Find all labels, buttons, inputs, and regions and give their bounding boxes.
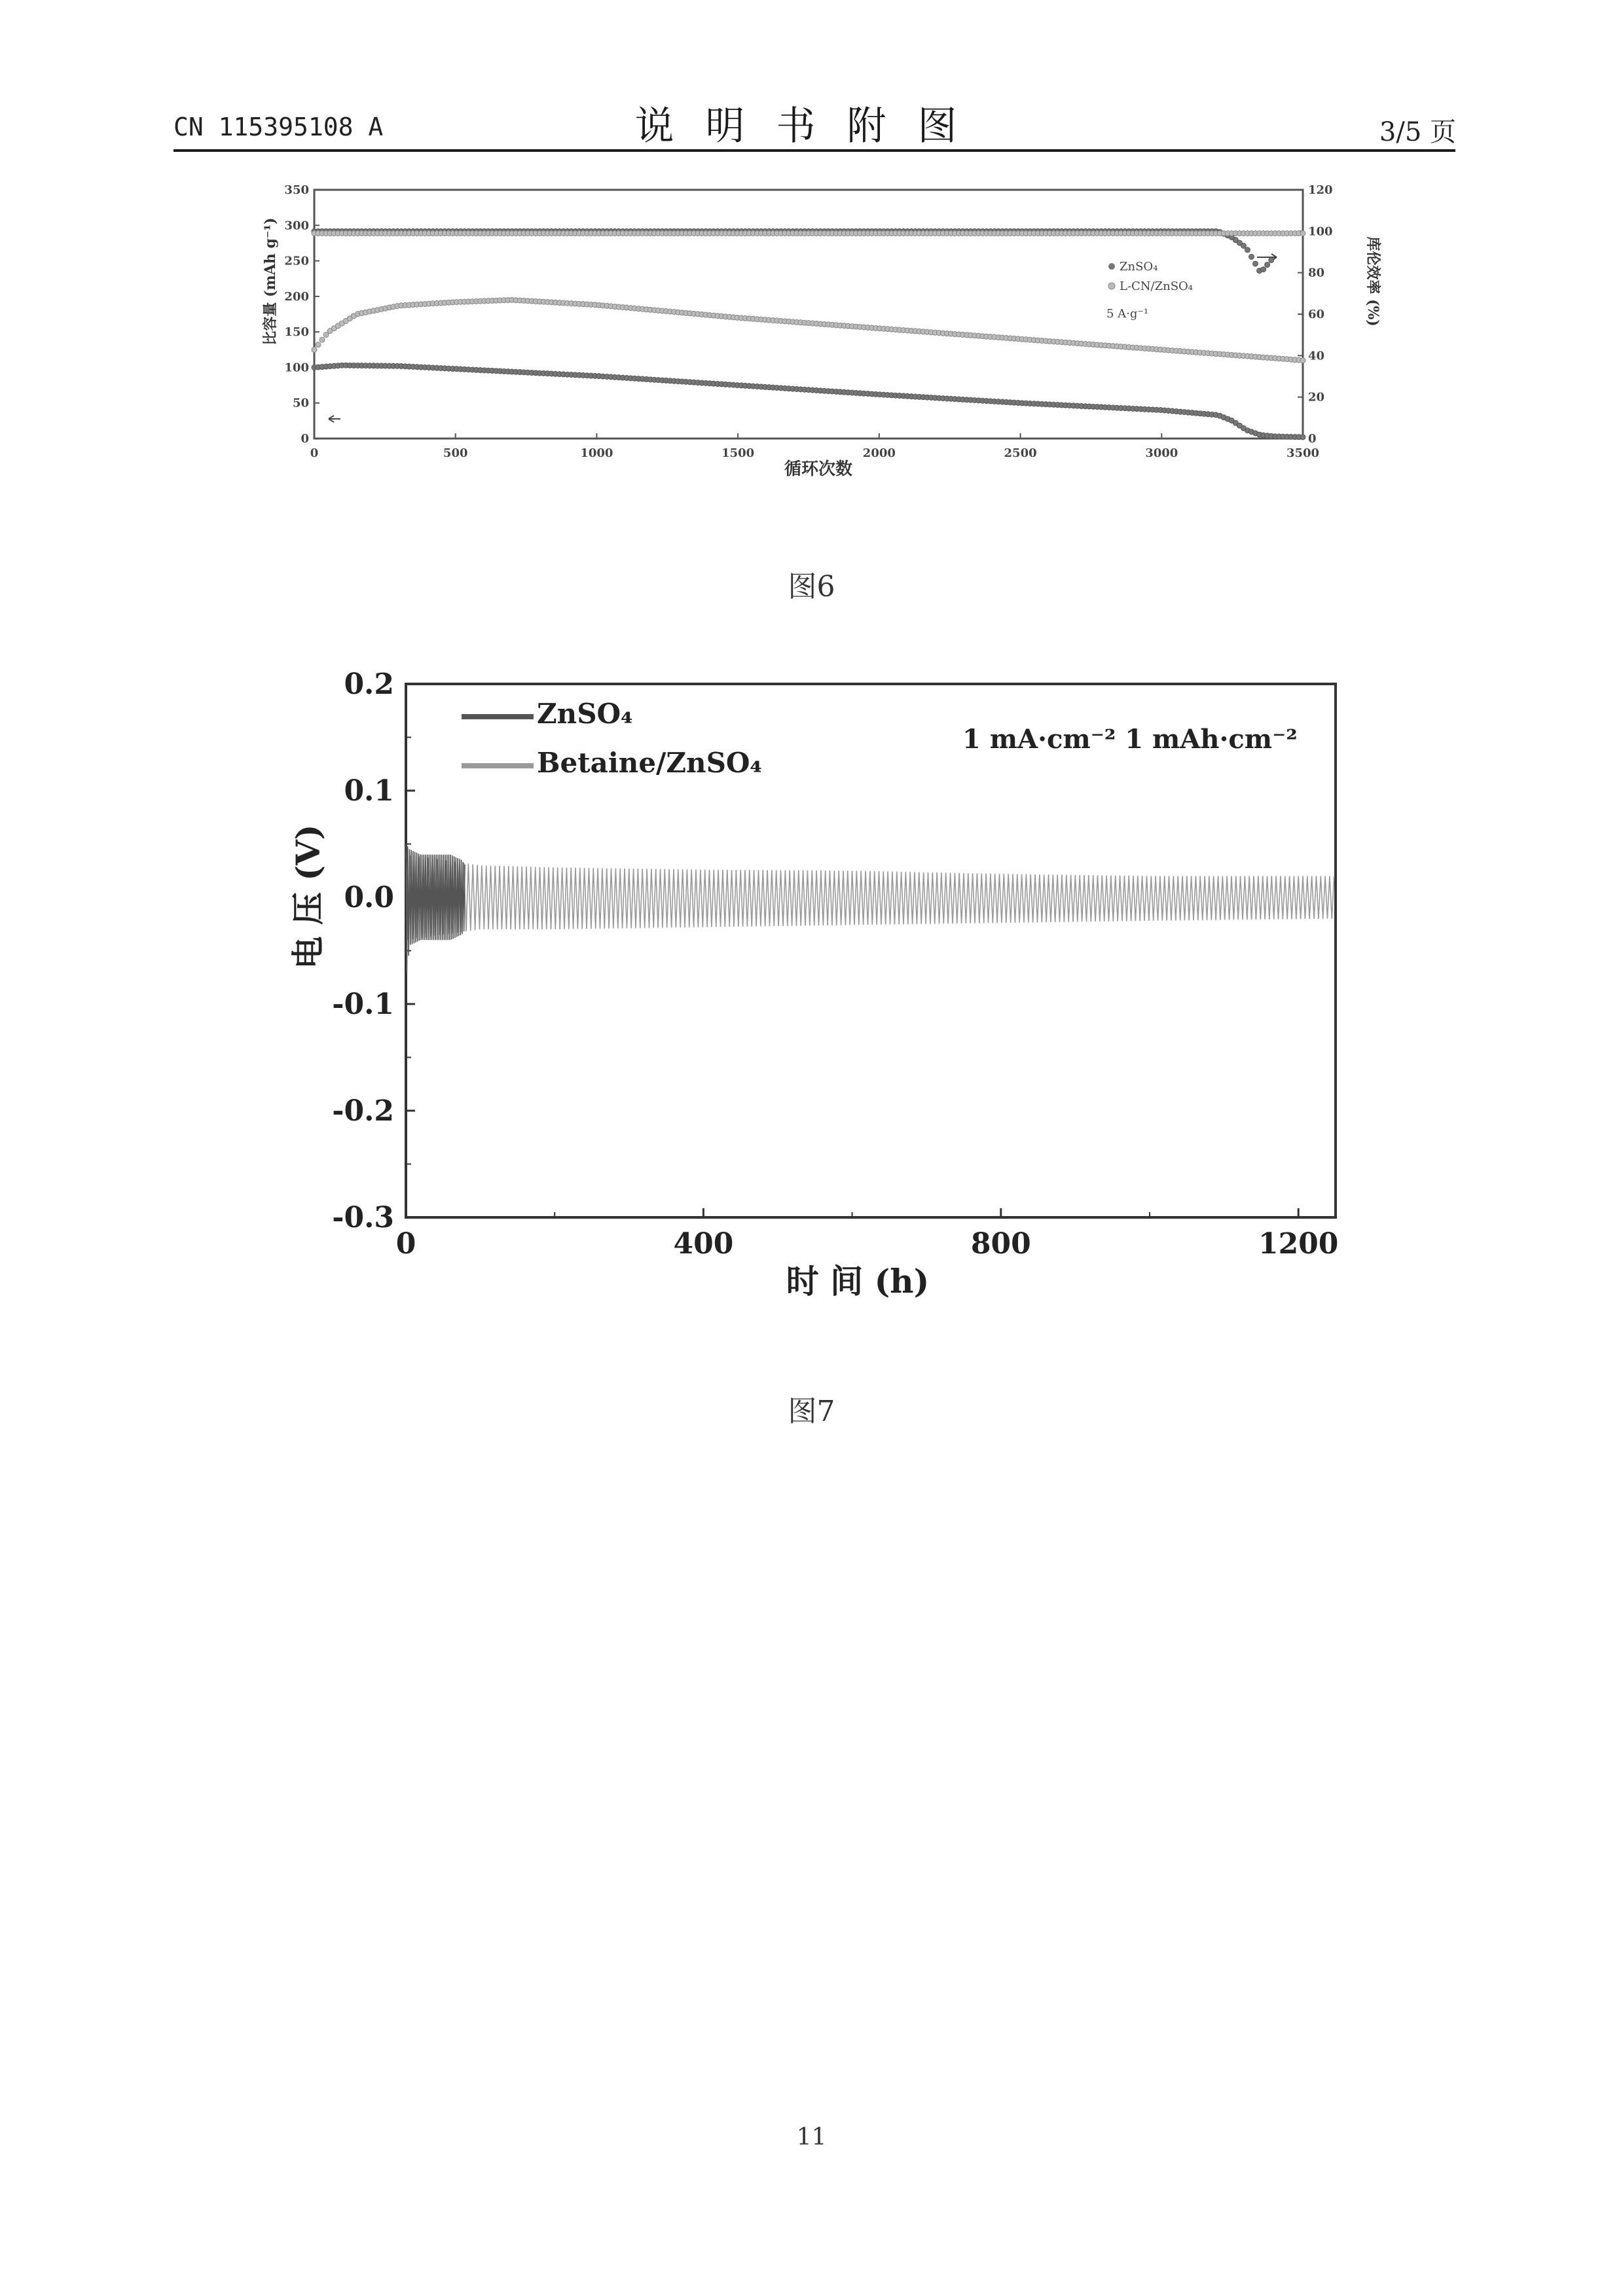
fig6-series-3 <box>312 231 1305 236</box>
fig6-data-point <box>1300 231 1305 236</box>
fig6-y-tick-label: 100 <box>284 361 309 375</box>
fig6-plot-frame <box>314 190 1303 439</box>
fig6-annotation: 5 A·g⁻¹ <box>1106 307 1149 321</box>
fig7-y-tick-label: -0.2 <box>332 1094 394 1128</box>
fig7-xlabel: 时 间 (h) <box>786 1262 930 1300</box>
fig6-y2-tick-label: 120 <box>1308 183 1333 197</box>
fig6-y2-tick-label: 0 <box>1308 432 1317 446</box>
fig6-x-tick-label: 0 <box>310 446 319 460</box>
fig6-legend-item-0: ZnSO₄ <box>1120 260 1158 274</box>
fig6-y2-tick-label: 60 <box>1308 308 1325 321</box>
page-title: 说明书附图 <box>634 103 989 149</box>
fig7-y-tick-label: -0.1 <box>332 988 394 1021</box>
fig6-y-tick-label: 250 <box>284 254 309 268</box>
fig6-x-tick-label: 1500 <box>721 446 755 460</box>
fig7-y-tick-label: 0.0 <box>344 881 394 914</box>
fig6-x-tick-label: 3000 <box>1145 446 1178 460</box>
page-of: 3/5 页 <box>1379 117 1456 147</box>
fig7-x-tick-label: 400 <box>673 1227 734 1261</box>
fig6-data-point <box>1300 358 1305 363</box>
fig6-legend-marker-1 <box>1108 283 1115 289</box>
fig6-data-point <box>316 342 321 348</box>
fig6-data-point <box>1265 262 1270 268</box>
fig7-x-tick-label: 800 <box>970 1227 1031 1261</box>
fig6-data-point <box>1261 267 1266 272</box>
fig6-y2-tick-label: 20 <box>1308 390 1325 404</box>
fig6-series-1 <box>312 297 1305 363</box>
fig6-x-tick-label: 3500 <box>1286 446 1320 460</box>
fig6-series-0 <box>312 363 1305 440</box>
header-rule <box>173 149 1455 152</box>
fig7-annotation: 1 mA·cm⁻² 1 mAh·cm⁻² <box>962 724 1298 755</box>
fig6-y2-tick-label: 100 <box>1308 224 1333 239</box>
fig6-data-point <box>1253 261 1258 266</box>
figure-6-caption: 图6 <box>788 570 835 603</box>
fig6-y-tick-label: 350 <box>284 183 309 197</box>
fig6-xlabel: 循环次数 <box>784 459 853 479</box>
fig7-x-tick-label: 0 <box>395 1227 416 1261</box>
fig7-y-tick-label: 0.1 <box>344 774 394 808</box>
fig6-data-point <box>1300 435 1305 440</box>
fig6-y2-tick-label: 40 <box>1308 349 1325 363</box>
fig7-series-line-1 <box>406 855 1334 940</box>
patent-number: CN 115395108 A <box>173 113 384 141</box>
fig6-y-tick-label: 0 <box>301 432 309 446</box>
fig6-y2label: 库伦效率 (%) <box>1364 236 1381 327</box>
fig6-y-tick-label: 150 <box>284 325 309 340</box>
fig7-legend-item-0: ZnSO₄ <box>537 698 633 730</box>
fig7-x-tick-label: 1200 <box>1258 1227 1339 1261</box>
fig6-x-tick-label: 500 <box>443 446 468 460</box>
fig6-data-point <box>1245 247 1250 253</box>
fig6-data-point <box>312 347 317 352</box>
fig6-data-point <box>319 337 325 342</box>
fig6-data-point <box>1249 254 1254 259</box>
fig6-legend-item-1: L-CN/ZnSO₄ <box>1120 279 1194 293</box>
fig7-ylabel: 电 压 (V) <box>289 824 327 969</box>
page-number: 11 <box>796 2124 827 2151</box>
fig7-y-tick-label: 0.2 <box>344 668 394 701</box>
fig6-data-point <box>1269 257 1274 262</box>
fig7-legend-item-1: Betaine/ZnSO₄ <box>537 747 762 779</box>
fig7-series-line-0 <box>406 844 465 974</box>
fig6-arrow-left <box>329 416 340 422</box>
fig6-data-point <box>323 332 329 337</box>
fig6-y2-tick-label: 80 <box>1308 266 1325 280</box>
fig6-data-point <box>1241 243 1246 249</box>
fig6-ylabel: 比容量 (mAh g⁻¹) <box>262 217 279 346</box>
fig6-y-tick-label: 300 <box>284 219 309 233</box>
figure-7-chart <box>275 655 1375 1322</box>
fig6-x-tick-label: 1000 <box>580 446 613 460</box>
fig6-x-tick-label: 2000 <box>862 446 896 460</box>
fig6-x-tick-label: 2500 <box>1004 446 1037 460</box>
fig6-legend-marker-0 <box>1108 263 1115 270</box>
figure-6-chart <box>255 167 1381 488</box>
fig6-y-tick-label: 200 <box>284 289 309 304</box>
fig7-y-tick-label: -0.3 <box>332 1201 394 1234</box>
fig6-y-tick-label: 50 <box>292 396 309 410</box>
figure-7-caption: 图7 <box>788 1395 835 1428</box>
